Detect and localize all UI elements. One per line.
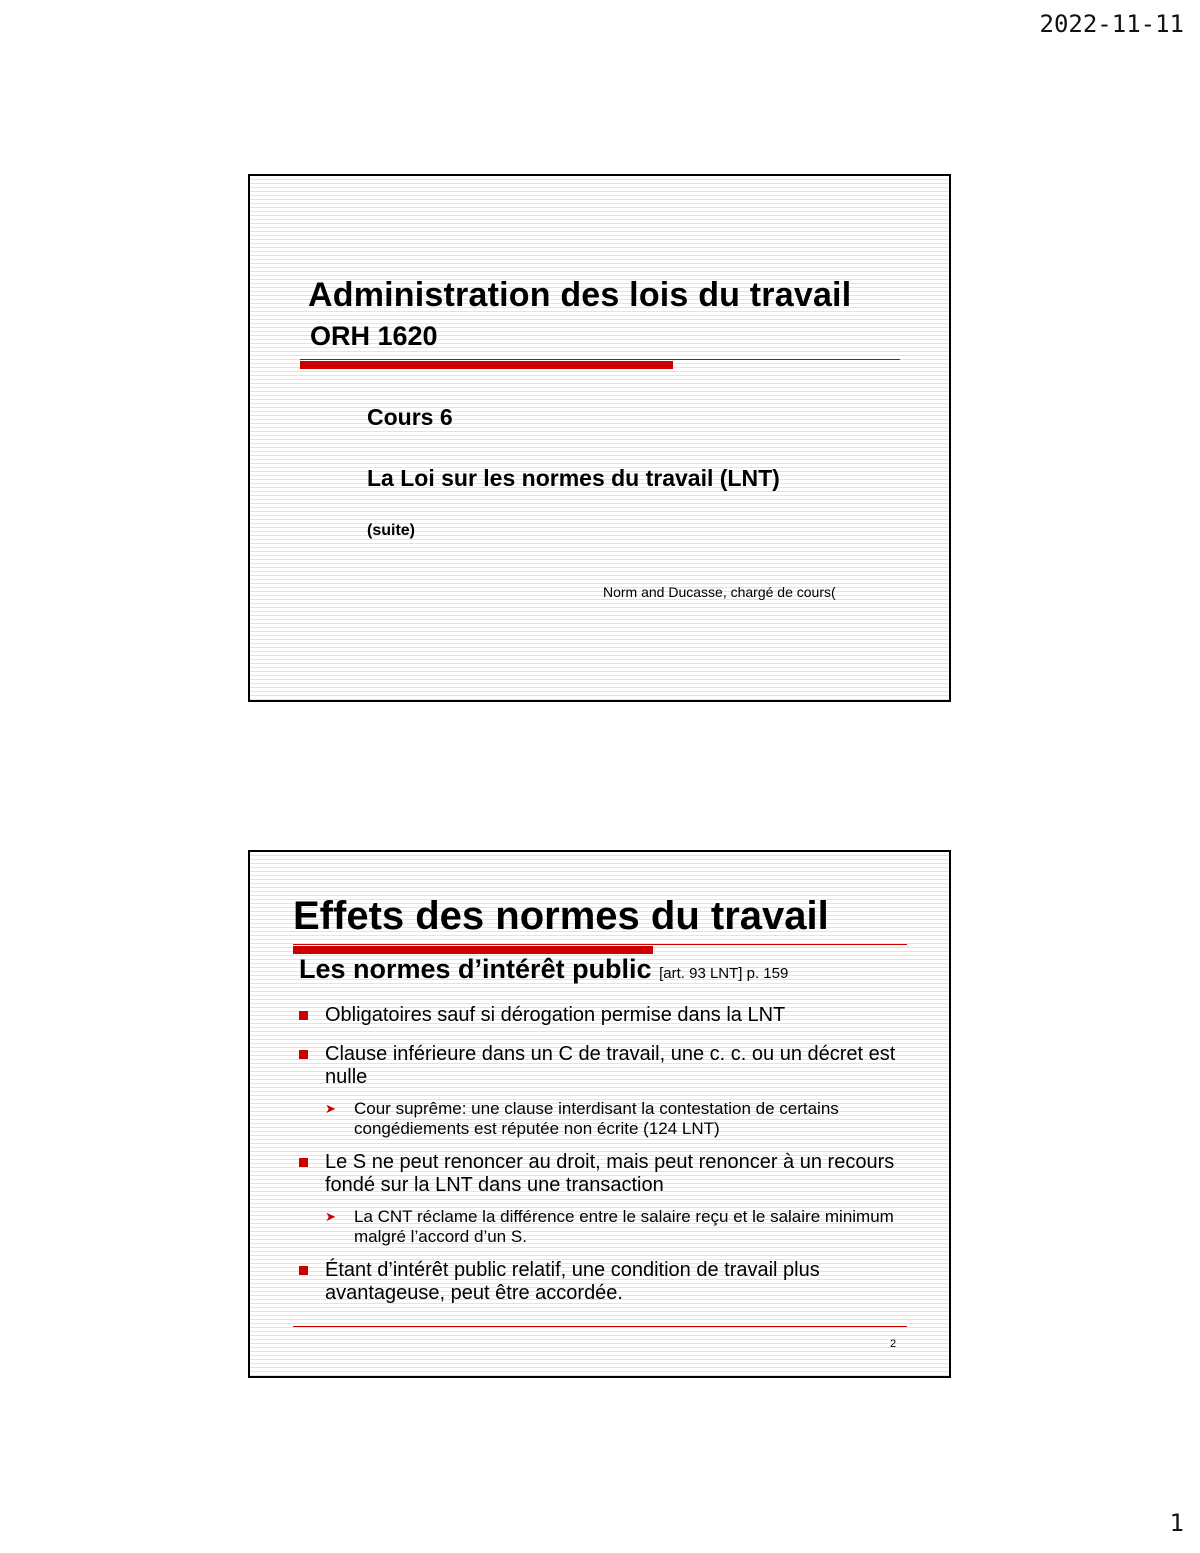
title-rule-thin	[293, 944, 907, 945]
author-credit: Norm and Ducasse, chargé de cours(	[603, 584, 836, 600]
slide-2-subtitle	[299, 954, 788, 985]
square-bullet-icon	[299, 1266, 308, 1275]
title-rule-thick	[293, 946, 653, 954]
title-rule-thin	[300, 359, 900, 360]
bullet-text: Clause inférieure dans un C de travail, une c. c. ou un décret est nulle	[325, 1043, 896, 1088]
bullet-text: Étant d’intérêt public relatif, une condition de travail plus avantageuse, peut être accordée.	[325, 1259, 820, 1304]
square-bullet-icon	[299, 1011, 308, 1020]
bullet-list	[299, 1004, 919, 1321]
bullet-item	[299, 1151, 919, 1197]
course-subject: La Loi sur les normes du travail (LNT)	[367, 465, 780, 491]
arrow-bullet-icon: ➤	[325, 1209, 336, 1224]
slide-1-title: Administration des lois du travail	[308, 276, 852, 314]
subtitle-reference: [art. 93 LNT] p. 159	[659, 965, 789, 982]
page-date: 2022-11-11	[1039, 10, 1184, 38]
slide-1	[248, 174, 951, 702]
sub-bullet-text: La CNT réclame la différence entre le salaire reçu et le salaire minimum malgré l’accord d’un S.	[354, 1207, 894, 1246]
slide-2-title: Effets des normes du travail	[293, 894, 829, 938]
bullet-text: Le S ne peut renoncer au droit, mais peut renoncer à un recours fondé sur la LNT dans une transaction	[325, 1151, 895, 1196]
bullet-item	[299, 1259, 919, 1305]
subtitle-text: Les normes d’intérêt public	[299, 954, 652, 984]
page-number: 1	[1169, 1509, 1184, 1537]
sub-bullet-item	[325, 1207, 919, 1247]
footer-rule	[293, 1326, 907, 1327]
slide-2	[248, 850, 951, 1378]
sub-bullet-item	[325, 1099, 919, 1139]
course-code: ORH 1620	[310, 321, 438, 351]
square-bullet-icon	[299, 1158, 308, 1167]
course-label: Cours 6	[367, 404, 453, 430]
slide-number: 2	[890, 1338, 897, 1350]
title-rule-thick	[300, 361, 673, 369]
bullet-item	[299, 1043, 919, 1089]
square-bullet-icon	[299, 1050, 308, 1059]
bullet-text: Obligatoires sauf si dérogation permise dans la LNT	[325, 1004, 786, 1026]
arrow-bullet-icon: ➤	[325, 1101, 336, 1116]
sub-bullet-text: Cour suprême: une clause interdisant la contestation de certains congédiements est réputée non écrite (124 LNT)	[354, 1099, 839, 1138]
course-suite: (suite)	[367, 522, 415, 539]
bullet-item	[299, 1004, 919, 1027]
